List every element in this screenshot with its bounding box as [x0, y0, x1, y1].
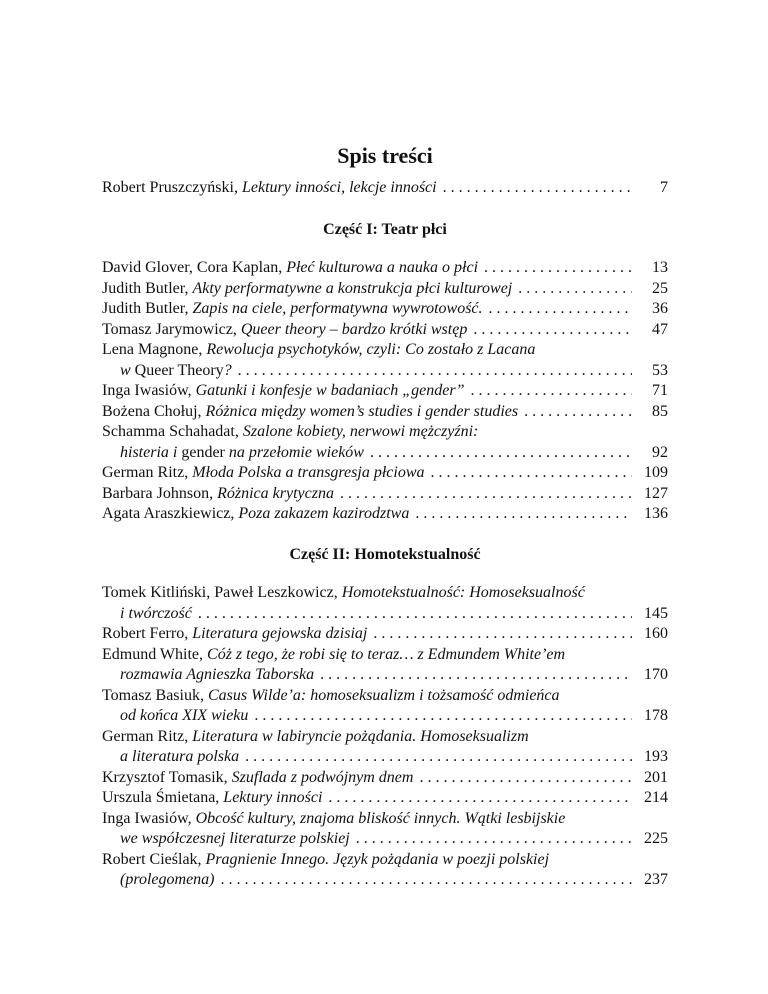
- leader-dots: [238, 361, 632, 382]
- entry-title: Poza zakazem kazirodztwa: [238, 505, 410, 522]
- leader-dots: [328, 788, 632, 809]
- entry-page-number: 193: [644, 748, 668, 765]
- toc-entry[interactable]: [102, 258, 668, 279]
- entry-author: Edmund White,: [102, 645, 208, 663]
- toc-entry[interactable]: [102, 340, 668, 381]
- entry-page-number: 85: [652, 402, 668, 420]
- entry-author: Barbara Johnson,: [102, 484, 218, 502]
- entry-author: Bożena Chołuj,: [102, 402, 206, 420]
- entry-title: Obcość kultury, znajoma bliskość innych. Wątki lesbijskie: [195, 809, 566, 827]
- entry-title: Akty performatywne a konstrukcja płci kulturowej: [192, 279, 513, 297]
- entry-author: Judith Butler,: [102, 300, 193, 317]
- part-2-heading: Część II: Homotekstualność: [289, 546, 481, 563]
- entry-page-number: 25: [652, 279, 668, 297]
- toc-entry[interactable]: [102, 727, 668, 768]
- entry-title-cont: a literatura polska: [120, 748, 240, 765]
- toc-entry[interactable]: [102, 299, 668, 320]
- entry-title: Lektury inności, lekcje inności: [241, 179, 437, 196]
- entry-page-number: 13: [652, 259, 668, 276]
- leader-dots: [431, 463, 633, 484]
- leader-dots: [373, 624, 632, 645]
- entry-title: Gatunki i konfesje w badaniach „gender”: [195, 382, 465, 399]
- toc-entry[interactable]: [102, 850, 668, 891]
- leader-dots: [489, 299, 632, 320]
- leader-dots: [415, 504, 632, 525]
- page-title: Spis treści: [337, 143, 433, 168]
- entry-author: German Ritz,: [102, 727, 193, 745]
- entry-author: Inga Iwasiów,: [102, 809, 196, 827]
- entry-title: Różnica między women’s studies i gender studies: [205, 402, 519, 420]
- part-1-heading: Część I: Teatr płci: [323, 221, 447, 238]
- entry-author: Agata Araszkiewicz,: [102, 505, 239, 522]
- entry-title: Homotekstualność: Homoseksualność: [341, 584, 585, 601]
- entry-title-cont: rozmawia Agnieszka Taborska: [120, 666, 315, 683]
- entry-author: Inga Iwasiów,: [102, 382, 196, 399]
- entry-page-number: 136: [644, 505, 668, 522]
- entry-title: Różnica krytyczna: [217, 484, 334, 502]
- entry-page-number: 109: [644, 464, 668, 481]
- entry-page-number: 160: [644, 625, 668, 642]
- entry-title: Szalone kobiety, nerwowi mężczyźni:: [242, 423, 479, 440]
- entry-author: David Glover, Cora Kaplan,: [102, 259, 287, 276]
- entry-page-number: 225: [644, 830, 668, 847]
- entry-title-cont: na przełomie wieków: [224, 443, 364, 461]
- entry-page-number: 145: [644, 604, 668, 622]
- entry-title-cont: (prolegomena): [120, 871, 215, 888]
- entry-page-number: 92: [652, 443, 668, 461]
- entry-page-number: 237: [644, 871, 668, 888]
- entry-page-number: 127: [644, 484, 668, 502]
- leader-dots: [518, 279, 632, 300]
- toc-entry[interactable]: [102, 583, 668, 624]
- entry-author: Krzysztof Tomasik,: [102, 768, 232, 786]
- toc-entry[interactable]: [102, 279, 668, 300]
- leader-dots: [484, 258, 632, 279]
- entry-title: Szuflada z podwójnym dnem: [231, 768, 414, 786]
- toc-entry[interactable]: [102, 768, 668, 789]
- entry-author: Judith Butler,: [102, 279, 193, 297]
- entry-author: Lena Magnone,: [102, 341, 207, 358]
- leader-dots: [443, 178, 632, 199]
- entry-title-cont: od końca XIX wieku: [120, 707, 249, 724]
- entry-author: Robert Cieślak,: [102, 850, 206, 868]
- entry-author: Schamma Schahadat,: [102, 423, 243, 440]
- leader-dots: [221, 870, 633, 891]
- toc-entry[interactable]: [102, 645, 668, 686]
- toc-entry[interactable]: [102, 809, 668, 850]
- entry-title-cont: gender: [181, 443, 225, 461]
- toc-entry[interactable]: [102, 484, 668, 505]
- toc-entry[interactable]: [102, 504, 668, 525]
- toc-entry[interactable]: [102, 686, 668, 727]
- entry-title: Literatura gejowska dzisiaj: [192, 625, 368, 642]
- entry-title: Młoda Polska a transgresja płciowa: [192, 464, 425, 481]
- leader-dots: [320, 665, 632, 686]
- leader-dots: [370, 443, 632, 464]
- toc-entry[interactable]: [102, 402, 668, 423]
- toc-entry[interactable]: [102, 463, 668, 484]
- entry-title: Literatura w labiryncie pożądania. Homoseksualizm: [192, 727, 529, 745]
- entry-title: Płeć kulturowa a nauka o płci: [286, 259, 479, 276]
- entry-title-cont: i twórczość: [120, 604, 192, 622]
- entry-author: Urszula Śmietana,: [102, 789, 224, 806]
- toc-entry[interactable]: [102, 624, 668, 645]
- entry-page-number: 170: [644, 666, 668, 683]
- leader-dots: [356, 829, 632, 850]
- entry-author: Tomasz Jarymowicz,: [102, 320, 241, 338]
- leader-dots: [245, 747, 632, 768]
- entry-author: Tomasz Basiuk,: [102, 686, 208, 704]
- entry-page-number: 71: [652, 382, 668, 399]
- entry-title-cont: we współczesnej literaturze polskiej: [120, 830, 350, 847]
- entry-author: Robert Pruszczyński,: [102, 179, 242, 196]
- entry-title: Rewolucja psychotyków, czyli: Co zostało z Lacana: [206, 341, 536, 358]
- leader-dots: [198, 604, 632, 625]
- leader-dots: [254, 706, 632, 727]
- entry-page-number: 214: [644, 789, 668, 806]
- leader-dots: [419, 768, 632, 789]
- leader-dots: [470, 381, 632, 402]
- entry-page-number: 47: [652, 320, 668, 338]
- entry-title: Zapis na ciele, performatywna wywrotowość.: [192, 300, 483, 317]
- entry-author: German Ritz,: [102, 464, 193, 481]
- toc-entry[interactable]: [102, 788, 668, 809]
- entry-author: Tomek Kitliński, Paweł Leszkowicz,: [102, 584, 342, 601]
- entry-page-number: 36: [652, 300, 668, 317]
- toc-entry[interactable]: [102, 320, 668, 341]
- entry-page-number: 53: [652, 361, 668, 379]
- leader-dots: [340, 484, 632, 505]
- entry-title: Queer theory – bardzo krótki wstęp: [240, 320, 468, 338]
- entry-page-number: 201: [644, 768, 668, 786]
- entry-title-cont: histeria i: [120, 443, 182, 461]
- entry-title: Lektury inności: [223, 789, 323, 806]
- toc-entry-intro[interactable]: [102, 178, 668, 199]
- leader-dots: [524, 402, 632, 423]
- entry-title-cont: Queer Theory: [134, 361, 224, 379]
- entry-title: Casus Wilde’a: homoseksualizm i tożsamość odmieńca: [207, 686, 560, 704]
- leader-dots: [473, 320, 632, 341]
- entry-title-cont: ?: [223, 361, 232, 379]
- entry-title: Pragnienie Innego. Język pożądania w poezji polskiej: [205, 850, 550, 868]
- entry-page-number: 178: [644, 707, 668, 724]
- entry-page-number: 7: [660, 179, 668, 196]
- toc-entry[interactable]: [102, 422, 668, 463]
- entry-title: Cóż z tego, że robi się to teraz… z Edmundem White’em: [207, 645, 566, 663]
- toc-entry[interactable]: [102, 381, 668, 402]
- entry-author: Robert Ferro,: [102, 625, 193, 642]
- entry-title-cont: w: [120, 361, 135, 379]
